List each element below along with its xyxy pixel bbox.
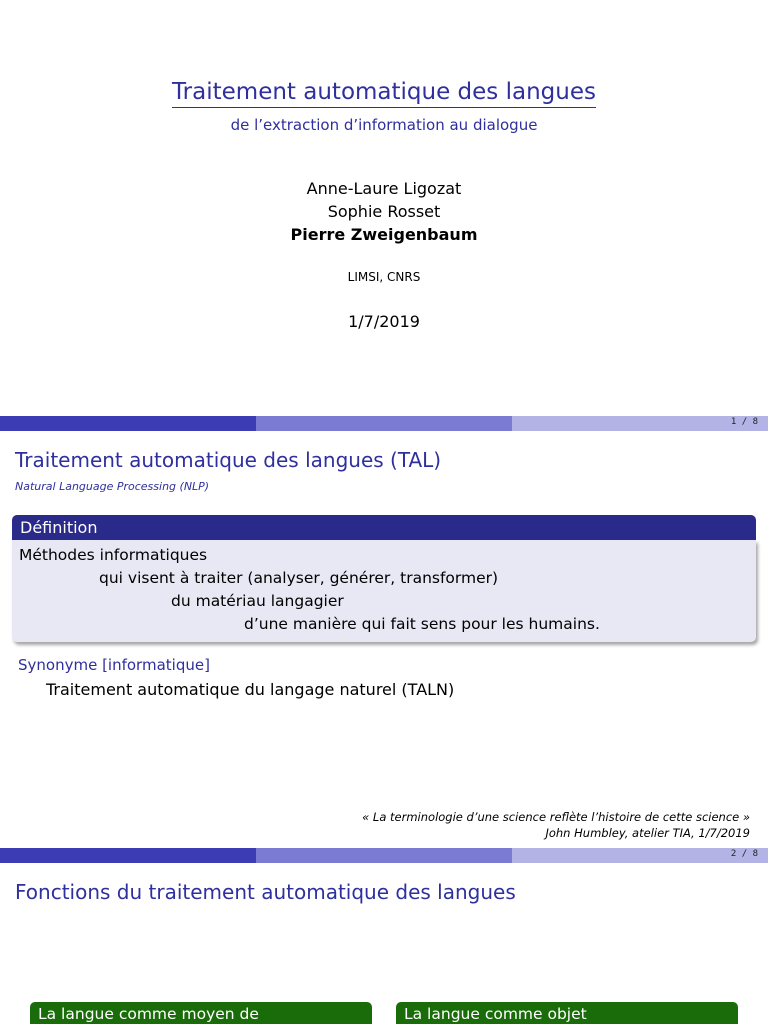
synonym-title: Synonyme [informatique]: [18, 656, 210, 674]
date: 1/7/2019: [348, 312, 420, 331]
block-language-as-object: La langue comme objet: [396, 1002, 738, 1024]
institute: LIMSI, CNRS: [347, 270, 421, 284]
definition-heading: Définition: [12, 515, 756, 540]
footer-bar-segment: [0, 416, 256, 431]
footer-bar-2: [0, 848, 768, 863]
quote-author: John Humbley, atelier TIA, 1/7/2019: [545, 826, 750, 840]
author-3: Pierre Zweigenbaum: [290, 225, 478, 244]
slide1-title-text: Traitement automatique des langues: [172, 79, 596, 108]
quote: [150, 809, 750, 841]
slide1-title: [0, 79, 768, 105]
footer-bar-segment: [512, 416, 768, 431]
quote-text: « La terminologie d’une science reflète l’histoire de cette science »: [362, 810, 750, 824]
slide3-title: Fonctions du traitement automatique des langues: [15, 880, 516, 904]
definition-line: d’une manière qui fait sens pour les humains.: [244, 615, 600, 633]
footer-bar-segment: [256, 416, 512, 431]
footer-bar-segment: [256, 848, 512, 863]
definition-line: qui visent à traiter (analyser, générer, transformer): [99, 569, 499, 587]
definition-line: Méthodes informatiques: [19, 546, 208, 564]
slide2-subtitle: Natural Language Processing (NLP): [15, 480, 210, 493]
author-2: Sophie Rosset: [327, 202, 441, 221]
page-number: 2 / 8: [730, 849, 758, 859]
author-1: Anne-Laure Ligozat: [306, 179, 462, 198]
definition-block: [12, 515, 756, 642]
block-language-as-means: La langue comme moyen de: [30, 1002, 372, 1024]
footer-bar-segment: [512, 848, 768, 863]
definition-body: [12, 540, 756, 642]
footer-bar-segment: [0, 848, 256, 863]
definition-line: du matériau langagier: [171, 592, 344, 610]
slide2-title: Traitement automatique des langues (TAL): [15, 448, 442, 472]
slide1-subtitle: de l’extraction d’information au dialogue: [230, 116, 538, 134]
page-number: 1 / 8: [730, 417, 758, 427]
synonym-text: Traitement automatique du langage naturel (TALN): [46, 680, 455, 699]
footer-bar-1: [0, 416, 768, 431]
